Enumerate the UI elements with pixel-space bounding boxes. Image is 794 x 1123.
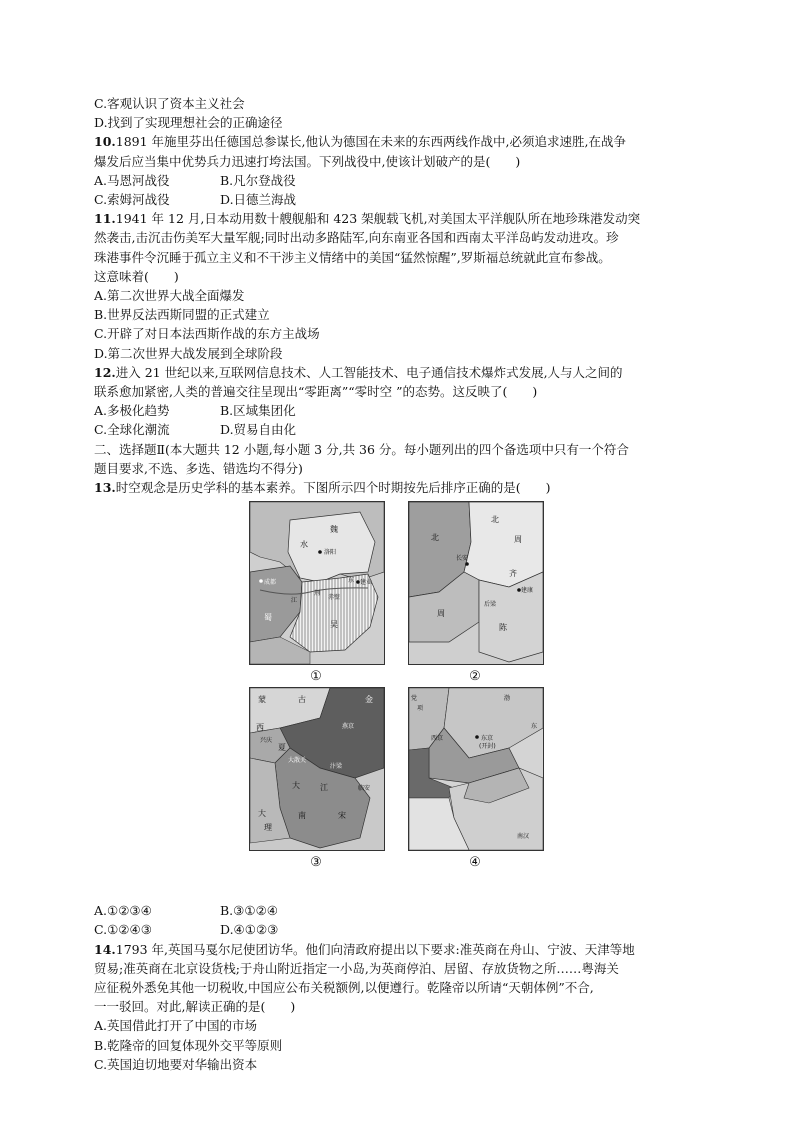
option-b[interactable]: B.③①②④: [220, 903, 278, 919]
map-label-houliang: 后梁: [484, 601, 497, 609]
map-label-bei: 北: [431, 533, 439, 543]
map-three-kingdoms: [249, 501, 385, 665]
option-a[interactable]: A.①②③④: [94, 903, 152, 919]
map-label-kaifeng: (开封): [479, 743, 496, 751]
question-11-stem: [94, 209, 704, 228]
option-c[interactable]: C.索姆河战役: [94, 192, 170, 208]
map-label-dong: 东: [348, 577, 355, 585]
map-label-nanhan: 南汉: [517, 833, 530, 841]
question-12-stem: [94, 363, 704, 382]
map-label-zhou: 周: [437, 609, 445, 619]
question-12-options-row: [94, 401, 704, 420]
map-label-song: 宋: [338, 811, 346, 821]
map-label-jiang: 江: [320, 783, 328, 793]
map-label-jin: 金: [365, 695, 373, 705]
map-label-dasanguan: 大散关: [288, 757, 307, 765]
option-line: C.客观认识了资本主义社会: [94, 96, 245, 111]
question-number: 13.: [94, 480, 116, 496]
question-12-options-row: [94, 420, 704, 439]
option-d[interactable]: D.贸易自由化: [220, 422, 297, 438]
map-label-changan: 长安: [456, 555, 469, 563]
exam-page: [94, 94, 704, 1074]
option-c[interactable]: C.开辟了对日本法西斯作战的东方主战场: [94, 326, 320, 342]
option-b[interactable]: B.世界反法西斯同盟的正式建立: [94, 307, 270, 323]
map-label-xingqing: 兴庆: [260, 737, 273, 745]
map-label-da: 大: [292, 781, 300, 791]
map-label-qi: 齐: [509, 569, 517, 579]
map-label-bei-2: 北: [491, 515, 499, 525]
map-number-1: ①: [310, 669, 322, 685]
map-label-dang: 党: [411, 695, 418, 703]
map-label-zhou-2: 周: [514, 535, 522, 545]
option-d[interactable]: D.第二次世界大战发展到全球阶段: [94, 345, 283, 361]
map-label-meng: 蒙: [258, 695, 266, 705]
option-a[interactable]: A.多极化趋势: [94, 403, 170, 419]
map-label-dong: 东: [531, 723, 538, 731]
question-10-options-row: [94, 190, 704, 209]
question-number: 10.: [94, 134, 116, 150]
map-label-wu: 吴: [330, 620, 338, 630]
map-number-3: ③: [310, 855, 322, 871]
map-label-xi: 西: [256, 723, 264, 733]
question-12-stem-cont: 联系愈加紧密,人类的普遍交往呈现出“零距离”“零时空 ”的态势。这反映了( ): [94, 384, 538, 400]
question-10-stem-cont: 爆发后应当集中优势兵力迅速打垮法国。下列战役中,使该计划破产的是( ): [94, 153, 521, 169]
question-13-options-row: [94, 901, 704, 920]
map-label-xijing: 西京: [431, 735, 444, 743]
map-label-yanjing: 燕京: [342, 723, 355, 731]
map-label-jiang: 江: [291, 597, 298, 605]
question-number: 14.: [94, 941, 116, 957]
map-label-chibi: 赤壁: [328, 594, 341, 602]
map-figure: [94, 501, 704, 901]
map-number-2: ②: [469, 669, 481, 685]
question-number: 11.: [94, 211, 116, 227]
question-14-stem-cont: 一一驳回。对此,解读正确的是( ): [94, 999, 296, 1015]
map-label-jianye: 建业: [360, 579, 373, 587]
option-c[interactable]: C.英国迫切地要对华输出资本: [94, 1056, 258, 1072]
option-b[interactable]: B.凡尔登战役: [220, 172, 296, 188]
map-label-bohai: 渤: [504, 695, 511, 703]
option-b[interactable]: B.区域集团化: [220, 403, 296, 419]
map-label-xiang: 项: [417, 705, 424, 713]
question-14-stem: [94, 940, 704, 959]
section-heading-cont: 题目要求,不选、多选、错选均不得分): [94, 460, 303, 476]
map-label-linan: 临安: [358, 785, 371, 793]
question-13-options-row: [94, 920, 704, 939]
map-north-south-dynasties: [408, 501, 544, 665]
map-label-jiankang: 建康: [521, 587, 534, 595]
question-text: 1793 年,英国马戛尔尼使团访华。他们向清政府提出以下要求:准英商在舟山、宁波、天津等地: [115, 941, 635, 957]
question-11-stem-cont: 这意味着( ): [94, 268, 179, 284]
map-label-shu: 蜀: [264, 613, 272, 623]
question-13-stem: [94, 478, 704, 497]
map-label-xia: 夏: [278, 743, 286, 753]
map-label-bianliang: 汴梁: [330, 763, 343, 771]
map-label-wei: 魏: [330, 525, 338, 535]
option-b[interactable]: B.乾隆帝的回复体现外交平等原则: [94, 1037, 283, 1053]
option-d[interactable]: D.④①②③: [220, 922, 279, 938]
map-song-jin: [249, 687, 385, 851]
map-label-chengdu: 成都: [264, 579, 277, 587]
question-text: 时空观念是历史学科的基本素养。下图所示四个时期按先后排序正确的是( ): [115, 480, 551, 496]
map-label-shui: 水: [300, 540, 308, 550]
map-number-4: ④: [469, 855, 481, 871]
map-label-da-2: 大: [258, 809, 266, 819]
map-label-nan: 南: [298, 811, 306, 821]
question-text: 进入 21 世纪以来,互联网信息技术、人工智能技术、电子通信技术爆炸式发展,人与人之间的: [115, 364, 623, 380]
map-label-dongjing: 东京: [481, 735, 494, 743]
question-10-options-row: [94, 171, 704, 190]
map-label-li: 理: [264, 823, 272, 833]
question-10-stem: [94, 132, 704, 151]
question-text: 1941 年 12 月,日本动用数十艘舰船和 423 架舰载飞机,对美国太平洋舰队所在地珍珠港发动突: [115, 211, 641, 227]
option-c[interactable]: C.全球化潮流: [94, 422, 170, 438]
map-label-jing: 荆: [314, 590, 321, 598]
option-c[interactable]: C.①②④③: [94, 922, 152, 938]
option-d[interactable]: D.日德兰海战: [220, 192, 297, 208]
question-text: 1891 年施里芬出任德国总参谋长,他认为德国在未来的东西两线作战中,必须追求速胜,在战争: [115, 134, 626, 150]
question-11-stem-cont: 珠港事件令沉睡于孤立主义和不干涉主义情绪中的美国“猛然惊醒”,罗斯福总统就此宣布参战。: [94, 249, 611, 265]
map-label-gu: 古: [298, 695, 306, 705]
map-label-luoyang: 洛阳: [324, 549, 337, 557]
option-a[interactable]: A.马恩河战役: [94, 172, 170, 188]
option-a[interactable]: A.第二次世界大战全面爆发: [94, 288, 245, 304]
map-label-chen: 陈: [499, 623, 507, 633]
section-heading: 二、选择题Ⅱ(本大题共 12 小题,每小题 3 分,共 36 分。每小题列出的四个备选项中只有一个符合: [94, 441, 629, 457]
question-14-stem-cont: 应征税外悉免其他一切税收,中国应公布关税额例,以便遵行。乾隆帝以所请“天朝体例”不合,: [94, 980, 594, 996]
option-line: D.找到了实现理想社会的正确途径: [94, 115, 283, 131]
question-number: 12.: [94, 364, 116, 380]
option-a[interactable]: A.英国借此打开了中国的市场: [94, 1018, 258, 1034]
question-14-stem-cont: 贸易;准英商在北京设货栈;于舟山附近指定一小岛,为英商停泊、居留、存放货物之所……粤海关: [94, 960, 619, 976]
map-five-dynasties: [408, 687, 544, 851]
question-11-stem-cont: 然袭击,击沉击伤美军大量军舰;同时出动多路陆军,向东南亚各国和西南太平洋岛屿发动进攻。珍: [94, 230, 619, 246]
